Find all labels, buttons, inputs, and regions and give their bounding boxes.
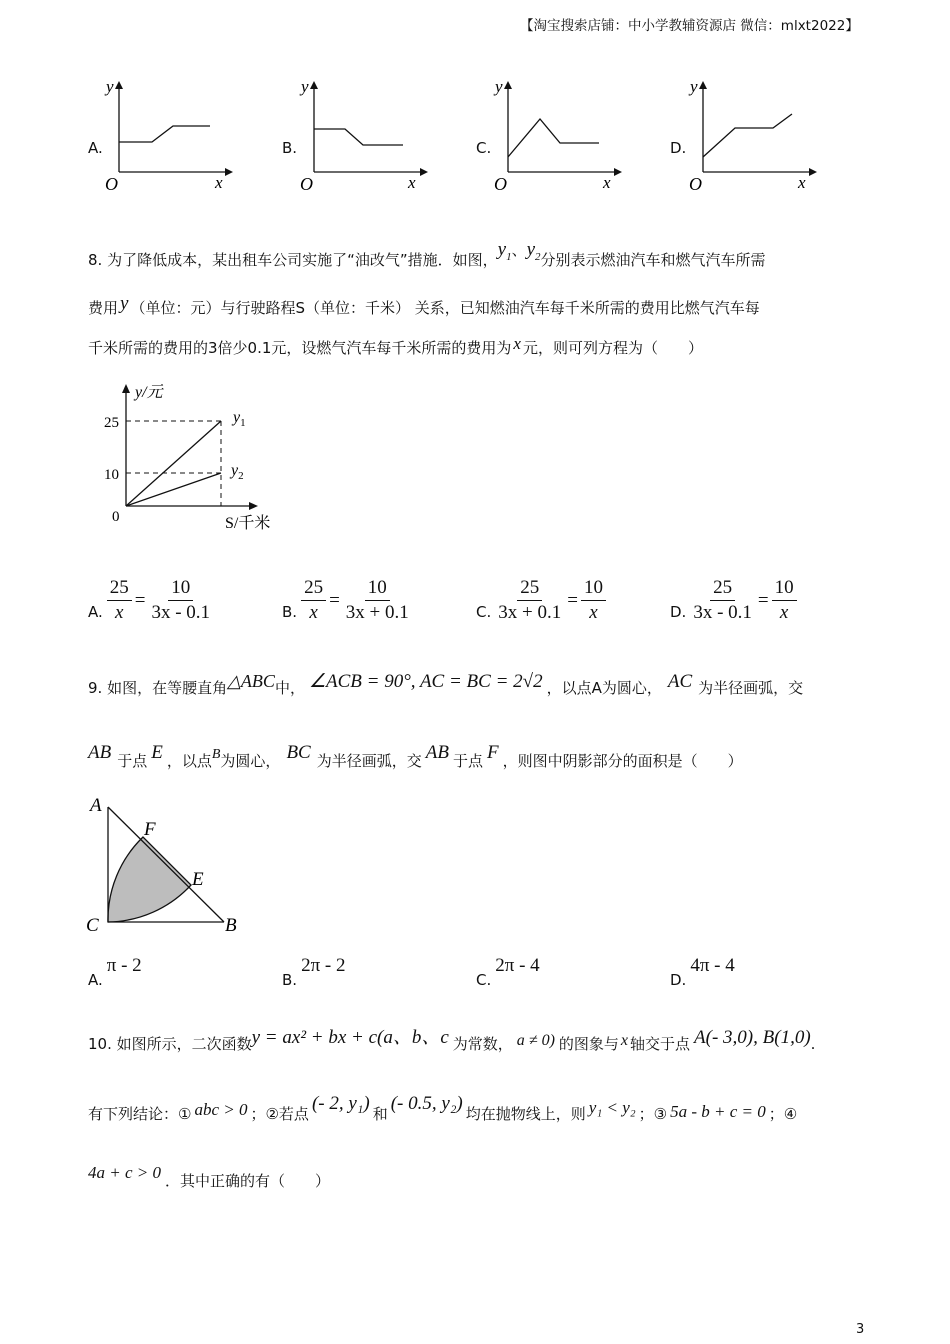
q9-fig-C: C bbox=[86, 915, 99, 936]
q9-fig-A: A bbox=[90, 795, 102, 816]
q7-a-y-label: y bbox=[106, 77, 114, 96]
q9-ac: AC bbox=[667, 671, 693, 692]
q7-a-origin: O bbox=[105, 174, 118, 194]
q7-c-x-label: x bbox=[603, 173, 611, 192]
q9-ab1: AB bbox=[88, 742, 112, 763]
q10-a-condition: a ≠ 0) bbox=[516, 1032, 555, 1049]
q8-y1: $y_1$ bbox=[497, 239, 512, 263]
q9-triangle: △ABC bbox=[227, 671, 275, 691]
q7-option-a-graph bbox=[98, 72, 238, 197]
q10-points: A(- 3,0), B(1,0) bbox=[694, 1027, 811, 1048]
q9-fig-F: F bbox=[144, 819, 156, 840]
q8-y-var: y bbox=[120, 293, 129, 314]
q8-line1 bbox=[88, 239, 766, 273]
q9-option-a: A.π - 2 bbox=[88, 955, 142, 989]
q10-conclusion-3: 5a - b + c = 0 bbox=[670, 1102, 766, 1121]
q10-conclusion-2: y₁ < y₂ bbox=[588, 1098, 636, 1117]
q9-option-d: D.4π - 4 bbox=[670, 955, 735, 989]
q8-option-a: A. $\frac{25}{x}$ = $\frac{10}{3x - 0.1}$ bbox=[88, 577, 211, 623]
q8-graph-y1: $y_1$ bbox=[233, 409, 246, 429]
q7-b-x-label: x bbox=[408, 173, 416, 192]
q10-line3: 4a + c > 0 ．其中正确的有（ ） bbox=[88, 1163, 331, 1190]
q8-text-1a: 8. 为了降低成本，某出租车公司实施了“油改气”措施．如图， bbox=[88, 251, 498, 269]
q9-b: B bbox=[211, 747, 221, 762]
q8-option-c: C. $\frac{25}{3x + 0.1}$ = $\frac{10}{x}$ bbox=[476, 576, 606, 625]
q8-graph-ylabel: y/元 bbox=[135, 384, 163, 401]
q7-option-c-label: C. bbox=[476, 139, 492, 157]
q8-line3: 千米所需的费用的3倍少0.1元，设燃气汽车每千米所需的费用为 x 元，则可列方程为（ ） bbox=[88, 334, 703, 357]
page-header: 【淘宝搜索店铺：中小学教辅资源店 微信：mlxt2022】 bbox=[520, 18, 859, 34]
q10-conclusion-1: abc > 0 bbox=[194, 1100, 248, 1119]
q8-graph-tick-25: 25 bbox=[104, 415, 119, 431]
q7-option-b-label: B. bbox=[282, 139, 298, 157]
q7-c-origin: O bbox=[494, 174, 507, 194]
q8-graph-y2: $y_2$ bbox=[231, 462, 244, 482]
q8-option-d: D. $\frac{25}{3x - 0.1}$ = $\frac{10}{x}$ bbox=[670, 576, 797, 625]
page-number: 3 bbox=[856, 1322, 865, 1337]
q7-option-d-label: D. bbox=[670, 139, 687, 157]
q8-graph-tick-10: 10 bbox=[104, 467, 119, 483]
q7-d-x-label: x bbox=[798, 173, 806, 192]
q9-fig-E: E bbox=[192, 869, 204, 890]
q10-line2: 有下列结论：① abc > 0 ；②若点 (- 2, y₁) 和 (- 0.5, y₂) 均在抛物线上，则 y₁ < y₂ ；③ 5a - b + c = 0 ；④ bbox=[88, 1093, 798, 1123]
q9-option-c: C.2π - 4 bbox=[476, 955, 540, 989]
q10-point-1: (- 2, y₁) bbox=[311, 1093, 370, 1114]
q10-point-2: (- 0.5, y₂) bbox=[390, 1093, 463, 1114]
q9-bc: BC bbox=[286, 742, 311, 763]
q8-option-b: B. $\frac{25}{x}$ = $\frac{10}{3x + 0.1}$ bbox=[282, 577, 409, 623]
q7-b-origin: O bbox=[300, 174, 313, 194]
q8-graph-tick-0: 0 bbox=[112, 509, 120, 525]
q7-option-c-graph bbox=[487, 72, 627, 197]
q7-b-y-label: y bbox=[301, 77, 309, 96]
q7-option-b-graph bbox=[293, 72, 433, 197]
q7-d-y-label: y bbox=[690, 77, 698, 96]
q9-condition: ∠ACB = 90°, AC = BC = 2√2 bbox=[308, 671, 543, 692]
q8-text-1b: 分别表示燃油汽车和燃气汽车所需 bbox=[540, 251, 766, 269]
q7-option-d-graph bbox=[682, 72, 822, 197]
q9-line2: AB 于点 E ，以点B为圆心， BC 为半径画弧，交 AB 于点 F ，则图中阴影部分的面积是（ ） bbox=[88, 742, 743, 770]
q8-graph bbox=[95, 378, 295, 538]
q7-d-origin: O bbox=[689, 174, 702, 194]
q9-line1: 9. 如图，在等腰直角△ABC中， ∠ACB = 90°, AC = BC = 2√2 ，以点A为圆心， AC 为半径画弧，交 bbox=[88, 671, 804, 697]
q9-fig-B: B bbox=[225, 915, 237, 936]
q7-option-a-label: A. bbox=[88, 139, 103, 157]
q8-line2: 费用 y （单位：元）与行驶路程S（单位：千米） 关系，已知燃油汽车每千米所需的费用比燃气汽车每 bbox=[88, 293, 760, 317]
q10-conclusion-4: 4a + c > 0 bbox=[88, 1163, 161, 1182]
q8-graph-xlabel: S/千米 bbox=[225, 515, 271, 532]
q8-sep: 、 bbox=[511, 241, 527, 259]
q9-ab2: AB bbox=[425, 742, 449, 763]
q8-x-var: x bbox=[513, 334, 521, 353]
q7-a-x-label: x bbox=[215, 173, 223, 192]
q10-line1: 10. 如图所示，二次函数y = ax² + bx + c(a、b、c 为常数， a ≠ 0) 的图象与 x 轴交于点 A(- 3,0), B(1,0). bbox=[88, 1027, 816, 1053]
q10-x-var: x bbox=[620, 1032, 629, 1049]
q9-figure bbox=[80, 790, 250, 940]
q9-option-b: B.2π - 2 bbox=[282, 955, 346, 989]
q8-y2: $y_2$ bbox=[526, 239, 541, 263]
q7-c-y-label: y bbox=[495, 77, 503, 96]
q9-f: F bbox=[486, 742, 499, 763]
q9-e: E bbox=[151, 742, 163, 763]
q10-function: y = ax² + bx + c(a、b、c bbox=[251, 1027, 449, 1048]
